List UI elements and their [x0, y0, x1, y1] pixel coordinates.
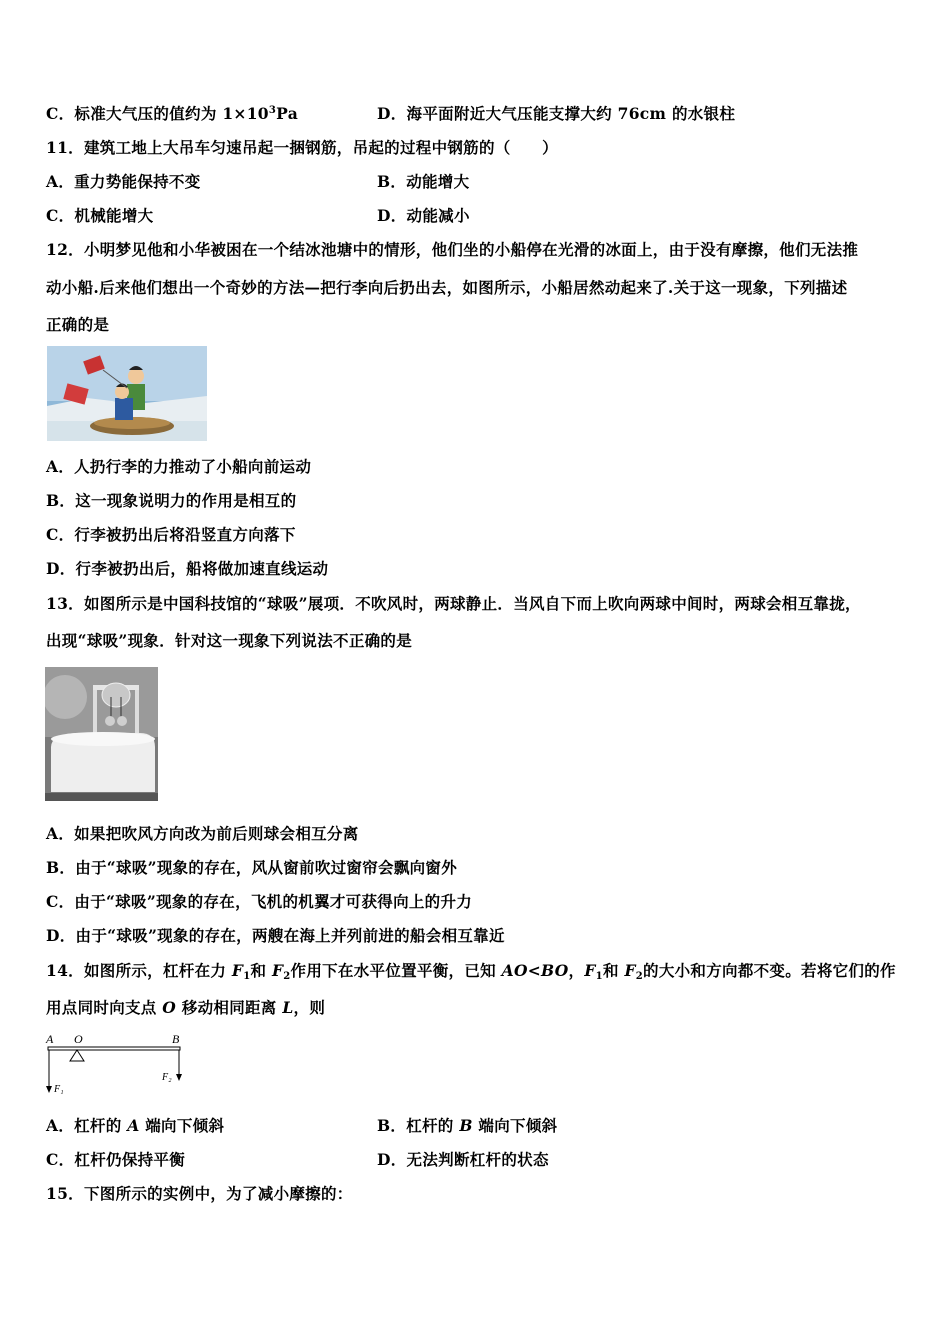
lever-label-o: O	[74, 1032, 83, 1046]
q14-option-b: B．杠杆的 B 端向下倾斜	[377, 1116, 558, 1135]
q14-option-d: D．无法判断杠杆的状态	[377, 1150, 549, 1169]
q11-option-a: A．重力势能保持不变	[46, 172, 201, 191]
q12-stem-line1: 12．小明梦见他和小华被困在一个结冰池塘中的情形，他们坐的小船停在光滑的冰面上，由于没有摩擦，他们无法推	[46, 240, 859, 259]
lever-label-f1: F₁	[54, 1084, 64, 1095]
q14-option-c: C．杠杆仍保持平衡	[46, 1150, 186, 1169]
q14-stem-line2: 用点同时向支点 O 移动相同距离 L，则	[46, 998, 326, 1017]
q10-option-c: C．标准大气压的值约为 $1\times 10^3Pa$	[46, 104, 299, 123]
q13-option-c: C．由于“球吸”现象的存在，飞机的机翼才可获得向上的升力	[46, 892, 473, 911]
q12-option-d: D．行李被扔出后，船将做加速直线运动	[46, 559, 329, 578]
q15-stem: 15．下图所示的实例中，为了减小摩擦的：	[46, 1184, 353, 1203]
q13-stem-line2: 出现“球吸”现象．针对这一现象下列说法不正确的是	[46, 631, 413, 650]
q12-stem-line2: 动小船.后来他们想出一个奇妙的方法—把行李向后扔出去，如图所示，小船居然动起来了.关于这一现象，下列描述	[46, 278, 848, 297]
q11-stem: 11．建筑工地上大吊车匀速吊起一捆钢筋，吊起的过程中钢筋的（ ）	[46, 138, 558, 157]
lever-diagram	[42, 1030, 187, 1100]
boat-on-ice-illustration	[47, 346, 207, 441]
q11-option-b: B．动能增大	[377, 172, 470, 191]
q11-option-c: C．机械能增大	[46, 206, 154, 225]
q12-option-c: C．行李被扔出后将沿竖直方向落下	[46, 525, 296, 544]
q12-option-b: B．这一现象说明力的作用是相互的	[46, 491, 297, 510]
q12-stem-line3: 正确的是	[46, 315, 110, 334]
q13-option-d: D．由于“球吸”现象的存在，两艘在海上并列前进的船会相互靠近	[46, 926, 505, 945]
lever-label-b: B	[172, 1032, 180, 1046]
q10-option-d: D．海平面附近大气压能支撑大约 76cm 的水银柱	[377, 104, 736, 123]
lever-label-a: A	[46, 1032, 54, 1046]
q13-option-b: B．由于“球吸”现象的存在，风从窗前吹过窗帘会飘向窗外	[46, 858, 458, 877]
q13-option-a: A．如果把吹风方向改为前后则球会相互分离	[46, 824, 359, 843]
lever-label-f2: F₂	[162, 1072, 172, 1083]
q14-option-a: A．杠杆的 A 端向下倾斜	[46, 1116, 225, 1135]
ball-suction-exhibit-photo	[45, 667, 158, 801]
q14-stem-line1: 14．如图所示，杠杆在力 $F_1$和 $F_2$作用下在水平位置平衡，已知 AO<BO，$F_1$和 $F_2$的大小和方向都不变。若将它们的作	[46, 961, 896, 982]
q11-option-d: D．动能减小	[377, 206, 470, 225]
q13-stem-line1: 13．如图所示是中国科技馆的“球吸”展项．不吹风时，两球静止．当风自下而上吹向两球中间时，两球会相互靠拢，	[46, 594, 861, 613]
q12-option-a: A．人扔行李的力推动了小船向前运动	[46, 457, 312, 476]
